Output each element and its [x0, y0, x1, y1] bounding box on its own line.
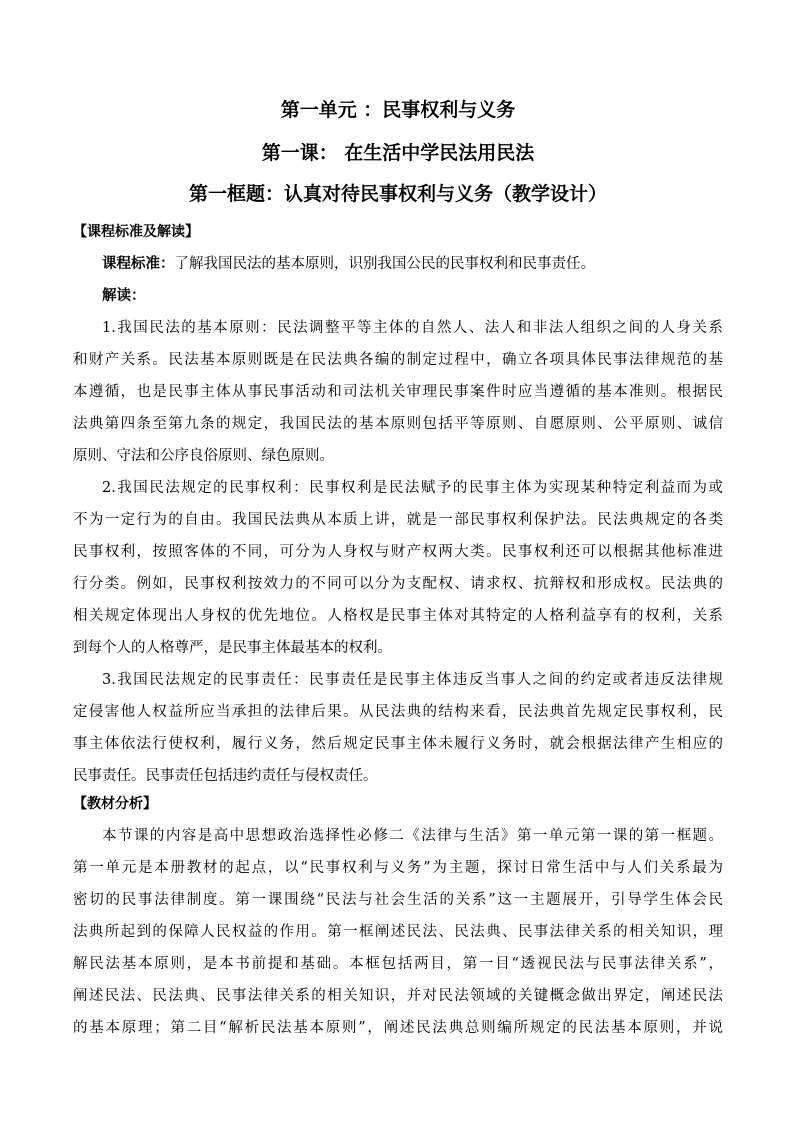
- paragraph-line: 相关规定体现出人身权的优先地位。人格权是民事主体对其特定的人格利益享有的权利，关系: [73, 608, 723, 624]
- paragraph-line: 密切的民事法律制度。第一课围绕“民法与社会生活的关系”这一主题展开，引导学生体会民: [73, 892, 723, 908]
- paragraph-line: 第一单元是本册教材的起点，以“民事权利与义务”为主题，探讨日常生活中与人们关系最为: [73, 860, 723, 876]
- interp-line: [102, 286, 723, 306]
- standard-text: 了解我国民法的基本原则，识别我国公民的民事权利和民事责任。: [174, 256, 595, 272]
- paragraph-line: 原则、守法和公序良俗原则、绿色原则。: [73, 448, 334, 464]
- standard-label: 课程标准：: [102, 256, 175, 272]
- paragraph-line: 定侵害他人权益所应当承担的法律后果。从民法典的结构来看，民法典首先规定民事权利，民: [73, 704, 723, 720]
- frame-title: 第一框题：认真对待民事权利与义务（教学设计）: [188, 183, 607, 205]
- paragraph-line: 到每个人的人格尊严，是民事主体最基本的权利。: [73, 640, 392, 656]
- paragraph-line: 民事权利，按照客体的不同，可分为人身权与财产权两大类。民事权利还可以根据其他标准进: [73, 544, 723, 560]
- paragraph-line: 法典第四条至第九条的规定，我国民法的基本原则包括平等原则、自愿原则、公平原则、诚信: [73, 416, 723, 432]
- interp-label: 解读：: [102, 288, 146, 304]
- paragraph-line: 本节课的内容是高中思想政治选择性必修二《法律与生活》第一单元第一课的第一框题。: [102, 828, 723, 844]
- paragraph-line: 和财产关系。民法基本原则既是在民法典各编的制定过程中，确立各项具体民事法律规范的基: [73, 352, 723, 368]
- paragraph-line: 的基本原理；第二目“解析民法基本原则”，阐述民法典总则编所规定的民法基本原则，并说: [73, 1020, 723, 1036]
- unit-title: 第一单元 ：民事权利与义务: [280, 99, 516, 121]
- paragraph-line: 3.我国民法规定的民事责任：民事责任是民事主体违反当事人之间的约定或者违反法律规: [102, 672, 723, 688]
- paragraph-line: 本遵循，也是民事主体从事民事活动和司法机关审理民事案件时应当遵循的基本准则。根据民: [73, 384, 723, 400]
- section-heading-standards: 【课程标准及解读】: [73, 224, 199, 240]
- paragraph-line: 阐述民法、民法典、民事法律关系的相关知识，并对民法领域的关键概念做出界定，阐述民法: [73, 988, 723, 1004]
- paragraph-line: 行分类。例如，民事权利按效力的不同可以分为支配权、请求权、抗辩权和形成权。民法典的: [73, 576, 723, 592]
- standard-line: [102, 254, 723, 274]
- paragraph-line: 法典所起到的保障人民权益的作用。第一框阐述民法、民法典、民事法律关系的相关知识，理: [73, 924, 723, 940]
- paragraph-line: 不为一定行为的自由。我国民法典从本质上讲，就是一部民事权利保护法。民法典规定的各类: [73, 512, 723, 528]
- paragraph-line: 解民法基本原则，是本书前提和基础。本框包括两目，第一目“透视民法与民事法律关系”，: [73, 956, 723, 972]
- section-heading-textbook-analysis: 【教材分析】: [73, 796, 157, 812]
- paragraph-line: 1.我国民法的基本原则：民法调整平等主体的自然人、法人和非法人组织之间的人身关系: [102, 320, 723, 336]
- paragraph-line: 2.我国民法规定的民事权利：民事权利是民法赋予的民事主体为实现某种特定利益而为或: [102, 480, 723, 496]
- lesson-title: 第一课： 在生活中学民法用民法: [261, 142, 535, 164]
- paragraph-line: 事主体依法行使权利，履行义务，然后规定民事主体未履行义务时，就会根据法律产生相应的: [73, 736, 723, 752]
- paragraph-line: 民事责任。民事责任包括违约责任与侵权责任。: [73, 768, 378, 784]
